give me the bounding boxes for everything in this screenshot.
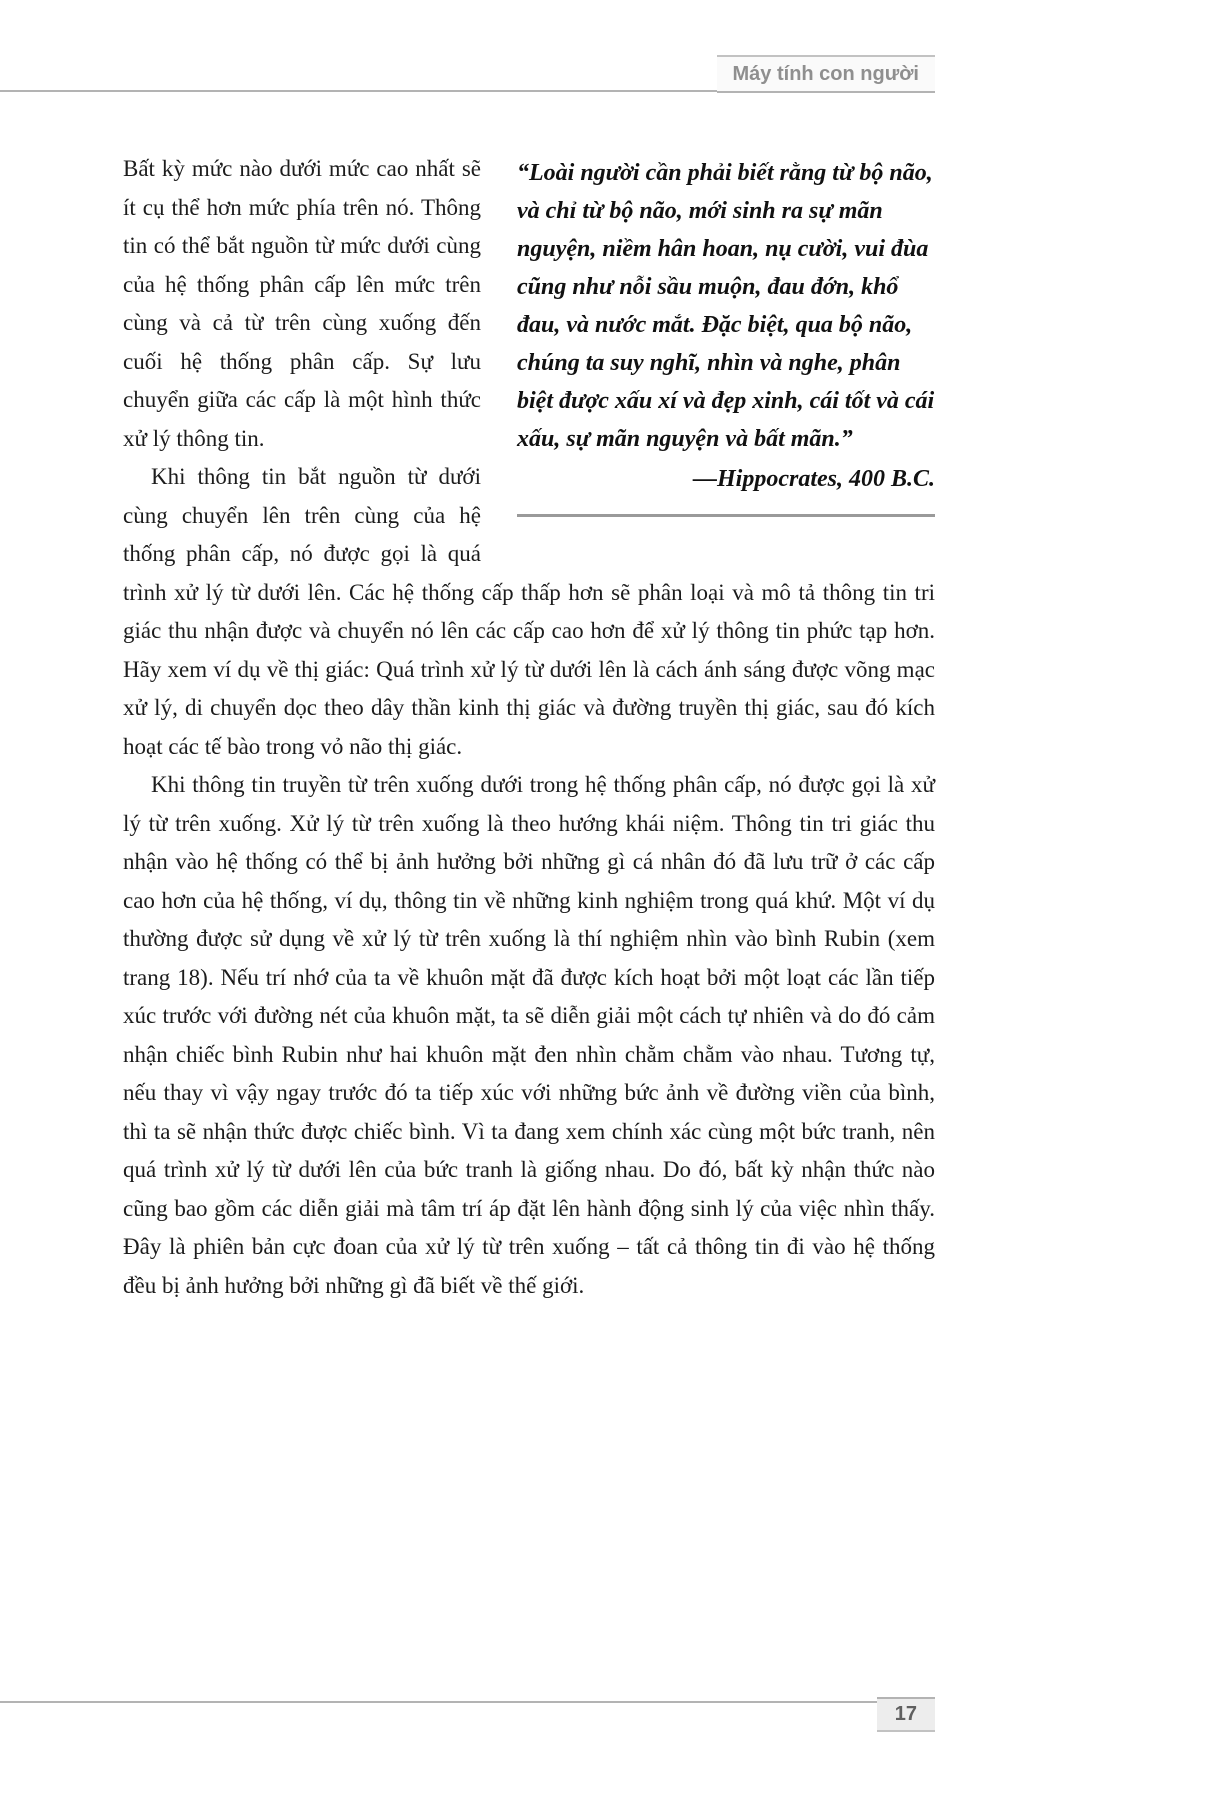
footer-rule	[0, 1701, 877, 1703]
body-paragraph: Khi thông tin bắt nguồn từ dưới cùng chuyển lên trên cùng của hệ thống phân cấp, nó được gọi là quá trình xử lý từ dưới lên. Các hệ thống cấp thấp hơn sẽ phân loại và mô tả thông tin tri giác thu nhận được và chuyển nó lên các cấp cao hơn để xử lý thông tin phức tạp hơn. Hãy xem ví dụ về thị giác: Quá trình xử lý từ dưới lên là cách ánh sáng được võng mạc xử lý, di chuyển dọc theo dây thần kinh thị giác và đường truyền thị giác, sau đó kích hoạt các tế bào trong vỏ não thị giác.	[123, 464, 935, 759]
body-paragraph: Bất kỳ mức nào dưới mức cao nhất sẽ ít cụ thể hơn mức phía trên nó. Thông tin có thể bắt nguồn từ mức dưới cùng của hệ thống phân cấp lên mức trên cùng và cả từ trên cùng xuống đến cuối hệ thống phân cấp. Sự lưu chuyển giữa các cấp là một hình thức xử lý thông tin.	[123, 156, 481, 451]
page-number: 17	[877, 1697, 935, 1732]
header-rule	[0, 90, 717, 92]
page-header	[0, 55, 1221, 93]
running-head: Máy tính con người	[717, 55, 935, 93]
page-footer	[0, 1697, 1221, 1732]
pull-quote	[517, 154, 935, 517]
pull-quote-attribution: —Hippocrates, 400 B.C.	[692, 466, 935, 492]
page-content	[0, 93, 1221, 1697]
body-paragraph: Khi thông tin truyền từ trên xuống dưới trong hệ thống phân cấp, nó được gọi là xử lý từ trên xuống. Xử lý từ trên xuống là theo hướng khái niệm. Thông tin tri giác thu nhận vào hệ thống có thể bị ảnh hưởng bởi những gì cá nhân đó đã lưu trữ ở các cấp cao hơn của hệ thống, ví dụ, thông tin về những kinh nghiệm trong quá khứ. Một ví dụ thường được sử dụng về xử lý từ trên xuống là thí nghiệm nhìn vào bình Rubin (xem trang 18). Nếu trí nhớ của ta về khuôn mặt đã được kích hoạt bởi một loạt các lần tiếp xúc trước với đường nét của khuôn mặt, ta sẽ diễn giải một cách tự nhiên và do đó cảm nhận chiếc bình Rubin như hai khuôn mặt đen nhìn chằm chằm vào nhau. Tương tự, nếu thay vì vậy ngay trước đó ta tiếp xúc với những bức ảnh về đường viền của bình, thì ta sẽ nhận thức được chiếc bình. Vì ta đang xem chính xác cùng một bức tranh, nên quá trình xử lý từ dưới lên của bức tranh là giống nhau. Do đó, bất kỳ nhận thức nào cũng bao gồm các diễn giải mà tâm trí áp đặt lên hành động sinh lý của việc nhìn thấy. Đây là phiên bản cực đoan của xử lý từ trên xuống – tất cả thông tin đi vào hệ thống đều bị ảnh hưởng bởi những gì đã biết về thế giới.	[123, 772, 935, 1298]
pull-quote-text: “Loài người cần phải biết rằng từ bộ não, và chỉ từ bộ não, mới sinh ra sự mãn nguyện, niềm hân hoan, nụ cười, vui đùa cũng như nỗi sầu muộn, đau đớn, khổ đau, và nước mắt. Đặc biệt, qua bộ não, chúng ta suy nghĩ, nhìn và nghe, phân biệt được xấu xí và đẹp xinh, cái tốt và cái xấu, sự mãn nguyện và bất mãn.”	[517, 160, 935, 452]
